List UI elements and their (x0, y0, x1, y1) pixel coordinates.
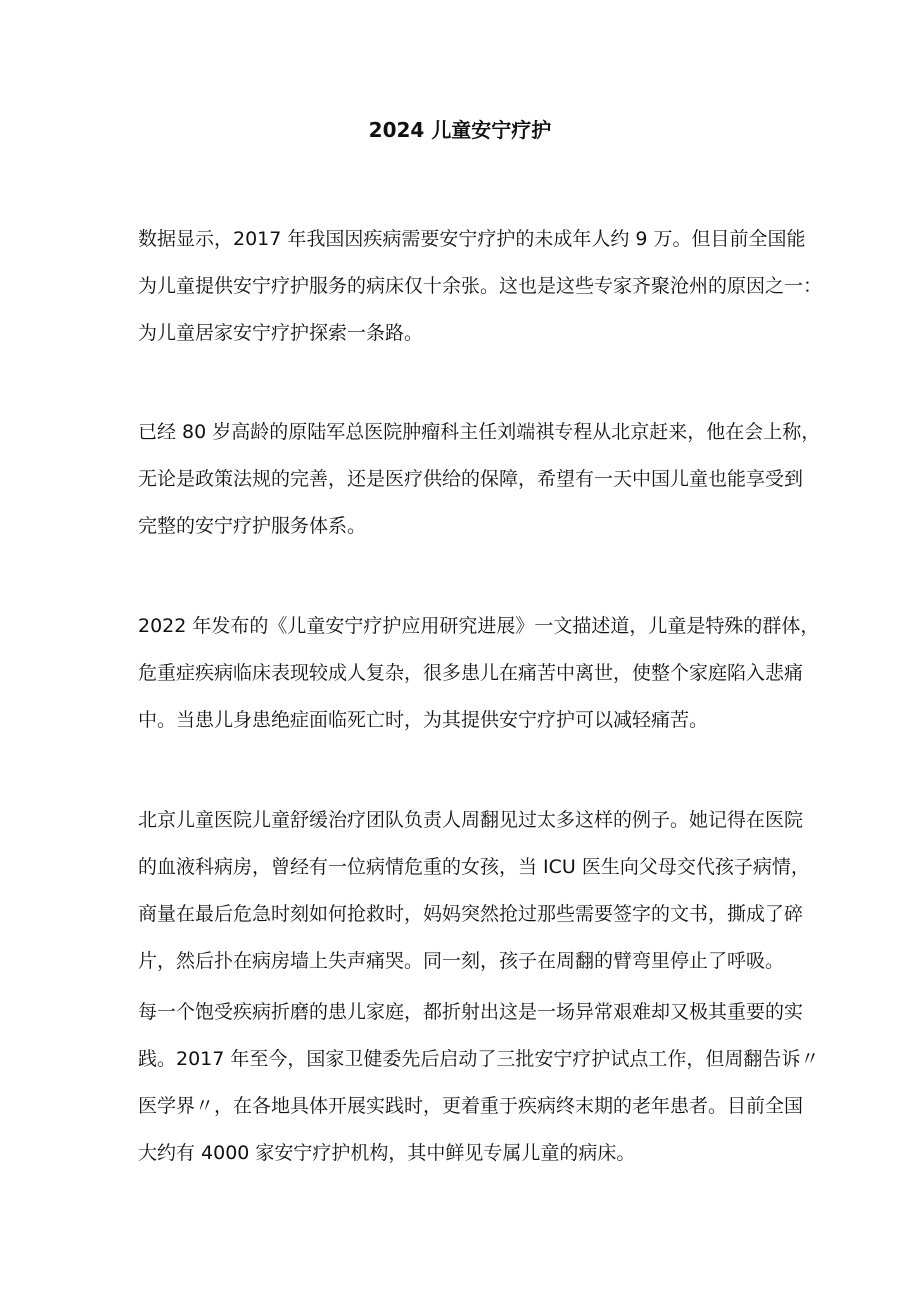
title-text: 儿童安宁疗护 (431, 118, 552, 142)
paragraph-line: 中。当患儿身患绝症面临死亡时，为其提供安宁疗护可以减轻痛苦。 (138, 709, 709, 731)
document-title (0, 115, 920, 145)
paragraph-line: 北京儿童医院儿童舒缓治疗团队负责人周翻见过太多这样的例子。她记得在医院 (138, 809, 804, 831)
paragraph-4 (138, 797, 810, 985)
paragraph-line: 的血液科病房，曾经有一位病情危重的女孩，当 ICU 医生向父母交代孩子病情， (138, 856, 810, 878)
paragraph-line: 片，然后扑在病房墙上失声痛哭。同一刻，孩子在周翻的臂弯里停止了呼吸。 (138, 950, 785, 972)
paragraph-line: 危重症疾病临床表现较成人复杂，很多患儿在痛苦中离世，使整个家庭陷入悲痛 (138, 662, 804, 684)
paragraph-line: 践。2017 年至今，国家卫健委先后启动了三批安宁疗护试点工作，但周翻告诉〃 (138, 1048, 820, 1070)
title-year: 2024 (368, 118, 425, 142)
paragraph-line: 完整的安宁疗护服务体系。 (138, 515, 367, 537)
paragraph-line: 医学界〃，在各地具体开展实践时，更着重于疾病终末期的老年患者。目前全国 (138, 1095, 804, 1117)
paragraph-line: 商量在最后危急时刻如何抢救时，妈妈突然抢过那些需要签字的文书，撕成了碎 (138, 903, 804, 925)
paragraph-1 (138, 216, 823, 357)
paragraph-3 (138, 603, 820, 744)
paragraph-line: 数据显示，2017 年我国因疾病需要安宁疗护的未成年人约 9 万。但目前全国能 (138, 228, 806, 250)
paragraph-line: 每一个饱受疾病折磨的患儿家庭，都折射出这是一场异常艰难却又极其重要的实 (138, 1001, 804, 1023)
paragraph-line: 为儿童提供安宁疗护服务的病床仅十余张。这也是这些专家齐聚沧州的原因之一： (138, 275, 823, 297)
paragraph-2 (138, 409, 821, 550)
paragraph-line: 无论是政策法规的完善，还是医疗供给的保障，希望有一天中国儿童也能享受到 (138, 468, 804, 490)
paragraph-line: 大约有 4000 家安宁疗护机构，其中鲜见专属儿童的病床。 (138, 1142, 636, 1164)
paragraph-5 (138, 989, 820, 1177)
paragraph-line: 2022 年发布的《儿童安宁疗护应用研究进展》一文描述道，儿童是特殊的群体， (138, 615, 820, 637)
paragraph-line: 为儿童居家安宁疗护探索一条路。 (138, 322, 424, 344)
paragraph-line: 已经 80 岁高龄的原陆军总医院肿瘤科主任刘端祺专程从北京赶来，他在会上称， (138, 421, 821, 443)
